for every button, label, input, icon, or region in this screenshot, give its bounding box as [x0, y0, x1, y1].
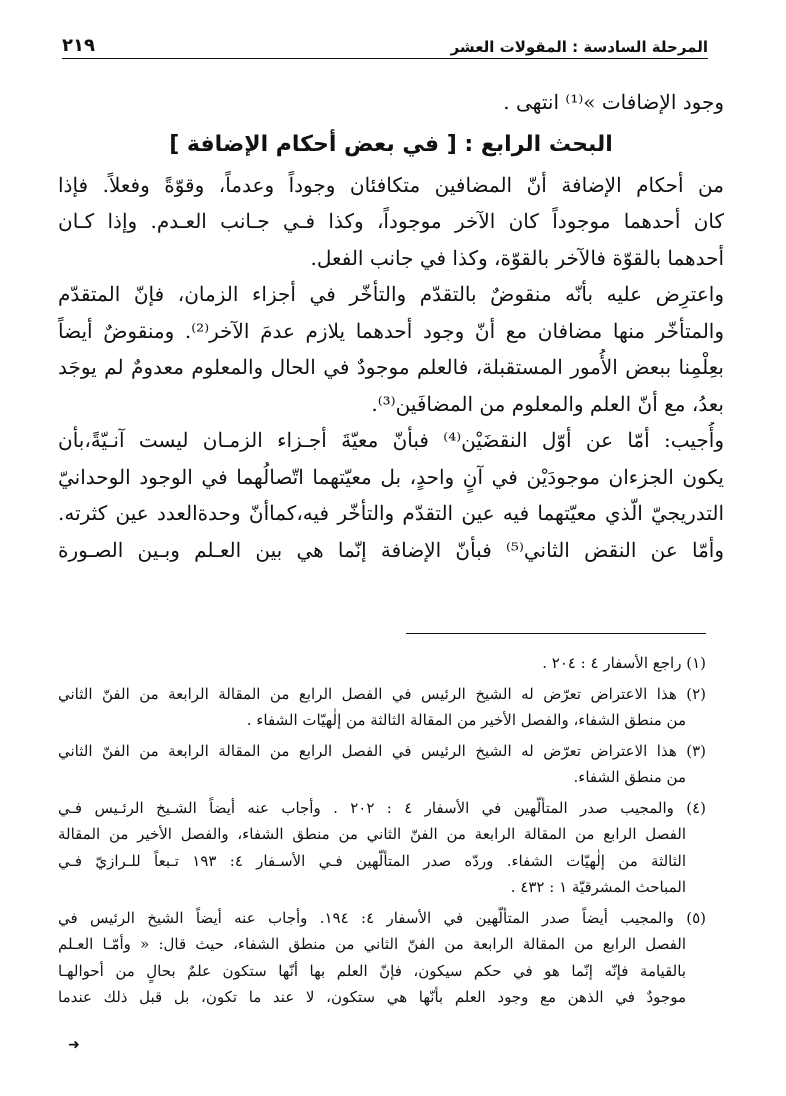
text-line: وأُجيب: أمّا عن أوّل النقضَيْن⁽⁴⁾ فبأنّ معيّةَ أجـزاء الزمـان ليست آنـيّةً،بأن: [58, 428, 724, 452]
header-rule: [62, 58, 708, 59]
footnote-separator: [406, 633, 706, 634]
footnote-line: (١) راجع الأسفار ٤ : ٢٠٤ .: [542, 654, 706, 672]
text-line: من أحكام الإضافة أنّ المضافين متكافئان وجوداً وعدماً، وقوّةً وفعلاً. فإذا: [58, 172, 724, 197]
header-title: المرحلة السادسة : المقولات العشر: [450, 38, 708, 56]
footnote-line: (٤) والمجيب صدر المتألّهين في الأسفار ٤ : ٢٠٢ . وأجاب عنه أيضاً الشـيخ الرئـيس فـي: [58, 798, 706, 817]
footnote-line: المباحث المشرقيّة ١ : ٤٣٢ .: [510, 878, 686, 896]
footnote-line: (٥) والمجيب أيضاً صدر المتألّهين في الأسفار ٤: ١٩٤. وأجاب عنه أيضاً الشيخ الرئيس في: [58, 908, 706, 927]
footnote-line: موجودٌ في الذهن مع وجود العلم بأنّها هي ستكون، لا عند ما تكون، بل قبل ذلك عندما: [58, 988, 686, 1006]
footnote-line: من منطق الشفاء، والفصل الأخير من المقالة الثالثة من إلٰهيّات الشفاء .: [246, 711, 686, 729]
text-line: وأمّا عن النقض الثاني⁽⁵⁾ فبأنّ الإضافة إنّما هي بين العـلم وبـين الصـورة: [58, 537, 724, 562]
footnote-line: بالقيامة فإنّه إنّما هو في حكم سيكون، فإنّ العلم بها أنّها ستكون علمٌ بحالٍ من أحوالهـا: [58, 961, 686, 980]
footnotes: [58, 650, 706, 1011]
section-heading: البحث الرابع : [ في بعض أحكام الإضافة ]: [169, 131, 613, 157]
footnote-line: (٢) هذا الاعتراض تعرّض له الشيخ الرئيس في الفصل الرابع من المقالة الرابعة من الفنّ الثاني: [58, 684, 706, 703]
text-line: كان أحدهما موجوداً كان الآخر موجوداً، وكذا فـي جـانب العـدم. وإذا كـان: [58, 209, 724, 233]
text-line: بعِلْمِنا ببعض الأُمور المستقبلة، فالعلم موجودٌ في الحال والمعلوم معدومٌ لم يوجَد: [58, 355, 724, 379]
text-line: واعترِض عليه بأنّه منقوضٌ بالتقدّم والتأخّر في أجزاء الزمان، فإنّ المتقدّم: [58, 282, 724, 306]
page-number: ٢١٩: [62, 35, 95, 56]
text-line: والمتأخّر منها مضافان مع أنّ وجود أحدهما يلازم عدمَ الآخر⁽²⁾. ومنقوضٌ أيضاً: [58, 318, 724, 343]
footnote-line: (٣) هذا الاعتراض تعرّض له الشيخ الرئيس في الفصل الرابع من المقالة الرابعة من الفنّ الثاني: [58, 741, 706, 760]
footnote-line: الفصل الرابع من المقالة الرابعة من الفنّ الثاني من منطق الشفاء، حيث قال: « وأمّـا العـلم: [58, 935, 686, 953]
main-text: [58, 84, 724, 568]
text-line: بعدُ، مع أنّ العلم والمعلوم من المضافَين⁽³⁾.: [371, 391, 724, 416]
text-line: أحدهما بالقوّة فالآخر بالقوّة، وكذا في جانب الفعل.: [310, 245, 724, 270]
footnote-line: الثالثة من إلٰهيّات الشفاء. وردّه صدر المتألّهين فـي الأسـفار ٤: ١٩٣ تـبعاً للـرازيّ فـي: [58, 851, 687, 870]
text-line: يكون الجزءان موجودَيْن في آنٍ واحدٍ، بل معيّتهما اتّصالُهما في الوجود الوحدانيّ: [58, 464, 724, 489]
continue-arrow-icon: ➜: [68, 1037, 80, 1053]
running-header: [62, 30, 708, 56]
footnote-line: من منطق الشفاء.: [573, 768, 686, 786]
text-line: التدريجيّ الّذي معيّتهما فيه عين التقدّم والتأخّر فيه،كماأنّ وحدةالعدد عين كثرته.: [58, 501, 724, 525]
footnote-line: الفصل الرابع من المقالة الرابعة من الفنّ الثاني من منطق الشفاء، والفصل الأخير من المقالة: [58, 825, 686, 843]
text-line: وجود الإضافات »⁽¹⁾ انتهى .: [503, 90, 724, 114]
